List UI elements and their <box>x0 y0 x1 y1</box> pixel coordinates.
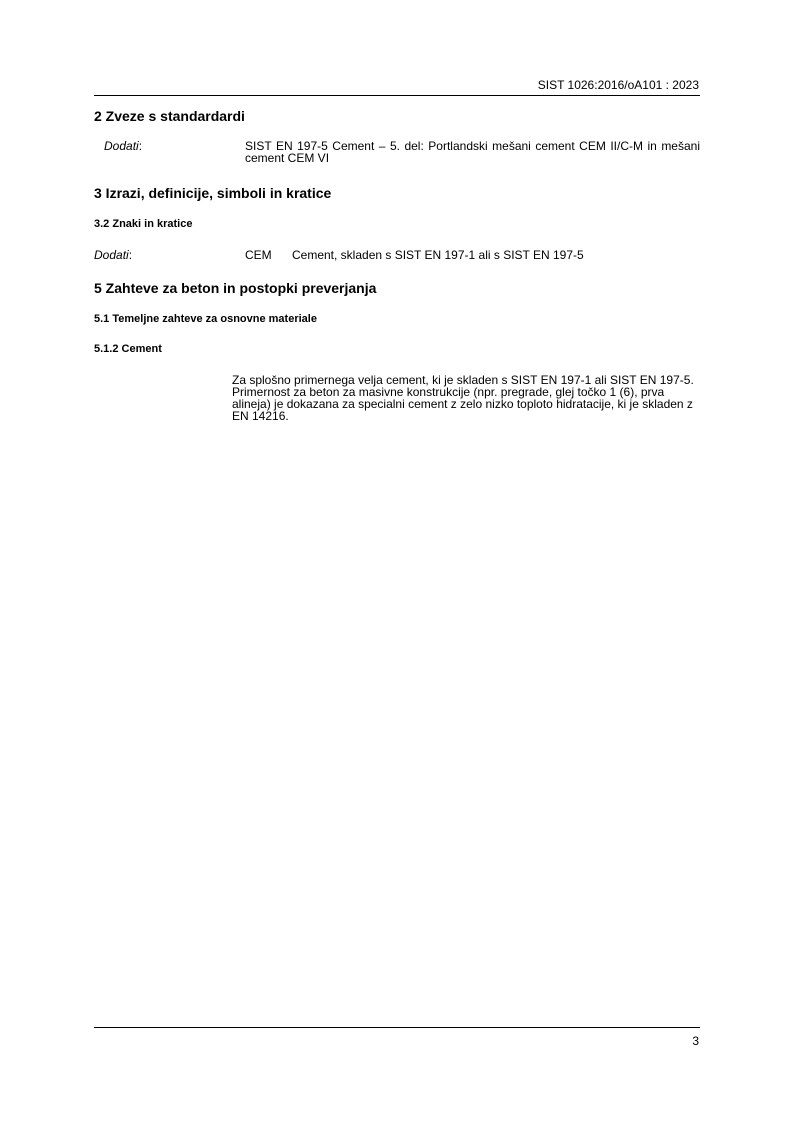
heading-section-5-1-2: 5.1.2 Cement <box>94 343 162 355</box>
add-label <box>104 140 142 152</box>
heading-section-3: 3 Izrazi, definicije, simboli in kratice <box>94 185 332 201</box>
add-label-text: Dodati <box>104 139 139 153</box>
heading-section-3-2: 3.2 Znaki in kratice <box>94 218 193 230</box>
add-label-text: Dodati <box>94 248 129 262</box>
header-rule <box>94 95 700 96</box>
heading-section-5: 5 Zahteve za beton in postopki preverjanja <box>94 280 377 296</box>
add-label-colon: : <box>128 248 133 262</box>
abbreviation-definition: Cement, skladen s SIST EN 197-1 ali s SIST EN 197-5 <box>292 248 584 262</box>
footer-rule <box>94 1027 700 1028</box>
heading-section-2: 2 Zveze s standardardi <box>94 108 245 124</box>
add-label <box>94 249 132 261</box>
cement-paragraph: Za splošno primernega velja cement, ki je skladen s SIST EN 197-1 ali SIST EN 197-5. Primernost za beton za masivne konstrukcije (npr. pregrade, glej točko 1 (6), prva alineja) je dokazana za specialni cement z zelo nizko toploto hidratacije, ki je skladen z EN 14216. <box>232 373 694 423</box>
page-number: 3 <box>692 1034 699 1048</box>
add-label-colon: : <box>138 139 143 153</box>
heading-section-5-1: 5.1 Temeljne zahteve za osnovne materiale <box>94 313 317 325</box>
header-reference: SIST 1026:2016/oA101 : 2023 <box>537 78 699 92</box>
abbreviation-term: CEM <box>245 248 272 262</box>
normative-reference-text: SIST EN 197-5 Cement – 5. del: Portlandski mešani cement CEM II/C-M in mešani cement CEM VI <box>245 139 700 165</box>
